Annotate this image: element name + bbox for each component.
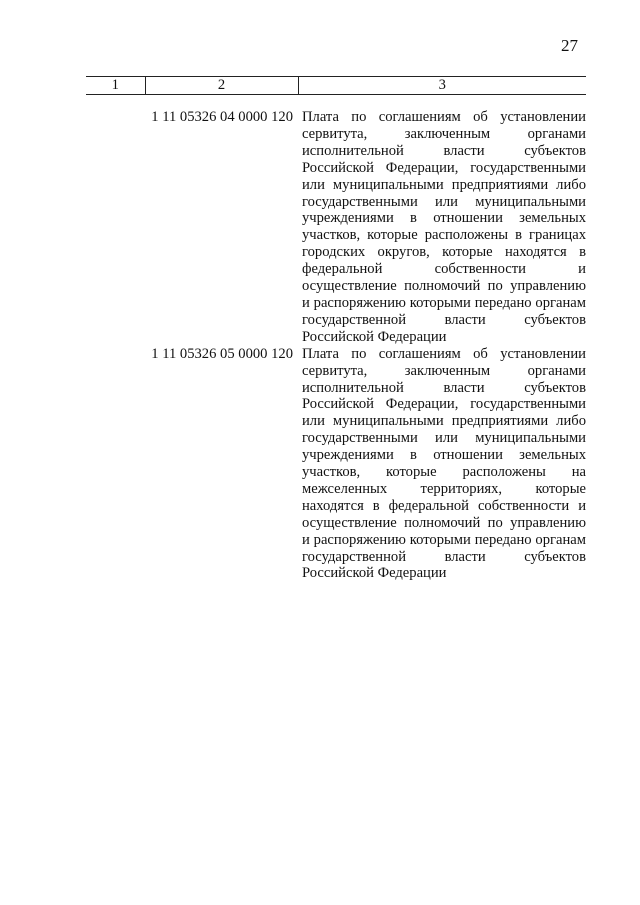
revenue-description: Плата по соглашениям об установлении сервитута, заключенным органами исполнительной власти субъектов Российской Федерации, государственными или муниципальными предприятиями либо государственными или муниципальными учреждениями в отношении земельных участков, которые расположены на межселенных территориях, которые находятся в федеральной собственности и осуществление полномочий по управлению и распоряжению которыми передано органам государственной власти субъектов Российской Федерации <box>302 345 586 582</box>
budget-code: 1 11 05326 04 0000 120 <box>151 109 293 125</box>
row-empty-cell <box>86 95 145 346</box>
revenue-description: Плата по соглашениям об установлении сервитута, заключенным органами исполнительной власти субъектов Российской Федерации, государственными или муниципальными предприятиями либо государственными или муниципальными учреждениями в отношении земельных участков, которые расположены в границах городских округов, которые находятся в федеральной собственности и осуществление полномочий по управлению и распоряжению которыми передано органам государственной власти субъектов Российской Федерации <box>302 109 586 345</box>
page-number: 27 <box>561 36 578 55</box>
budget-code: 1 11 05326 05 0000 120 <box>151 345 293 362</box>
column-header-3: 3 <box>298 77 586 95</box>
table-row <box>86 95 586 346</box>
column-header-2: 2 <box>145 77 298 95</box>
table-header-row <box>86 77 586 95</box>
row-empty-cell <box>86 346 145 583</box>
budget-code-table <box>86 76 586 582</box>
table-body <box>86 95 586 583</box>
table-header <box>86 77 586 95</box>
table-row <box>86 346 586 583</box>
column-header-1: 1 <box>86 77 145 95</box>
